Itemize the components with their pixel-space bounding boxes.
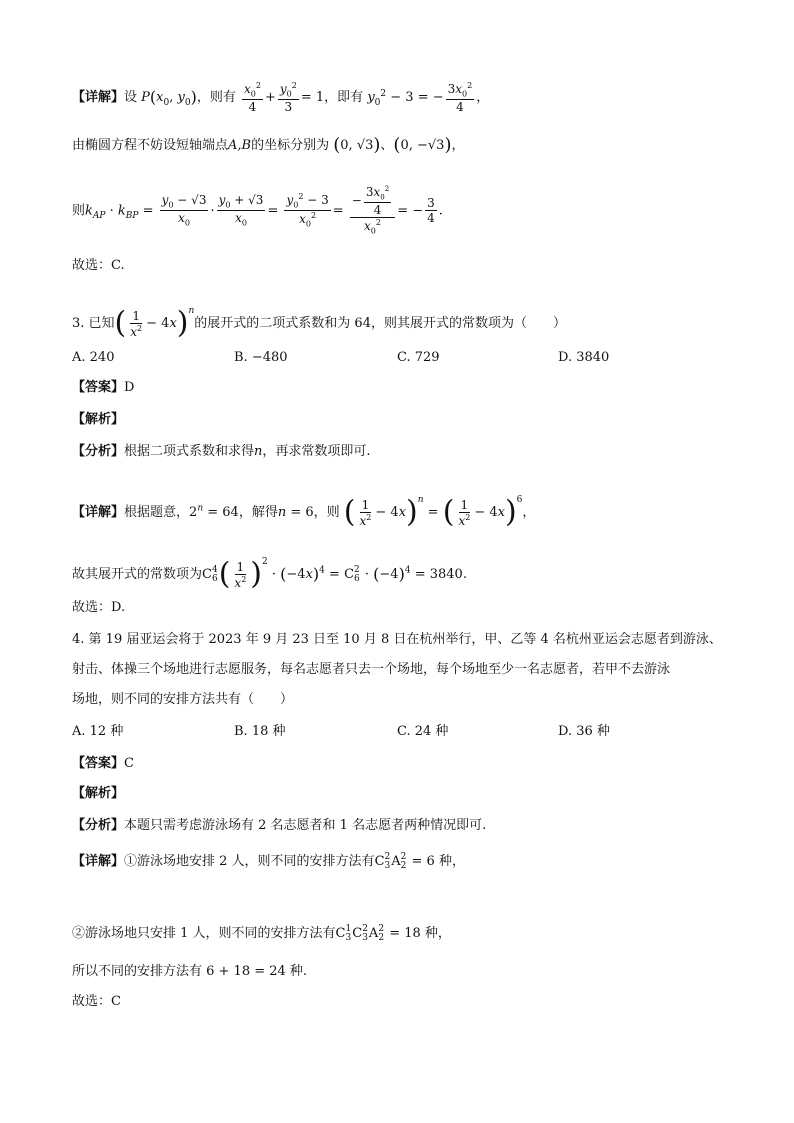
q3-option-b: B. −480 bbox=[234, 350, 288, 365]
q3-stem: 3. 已知( $\frac{1}{x^2}$ − 4x)$^n$的展开式的二项式系数和为 64，则其展开式的常数项为（ ） bbox=[72, 305, 566, 341]
q3-answer: 【答案】D bbox=[72, 380, 135, 395]
q2-detail-line-2: 由椭圆方程不妨设短轴端点A,B的坐标分别为 (0, √3)、(0, −√3)， bbox=[72, 134, 465, 156]
detail-tag: 【详解】 bbox=[72, 90, 125, 106]
q3-option-a: A. 240 bbox=[72, 350, 115, 365]
q3-constant-term: 故其展开式的常数项为C 4 6 ( $\frac{1}{x^2}$ )$^2 \cdot (-4x)^4 = C$ 2 6 · $(-4)^4 = 3840$. bbox=[72, 556, 467, 592]
rhs-frac: $\frac{3x_0^2}{4}$ bbox=[447, 81, 473, 115]
q4-option-d: D. 36 种 bbox=[558, 724, 610, 739]
q4-method: 【分析】本题只需考虑游泳场有 2 名志愿者和 1 名志愿者两种情况即可. bbox=[72, 818, 487, 833]
q4-choose: 故选：C bbox=[72, 994, 121, 1009]
q3-option-d: D. 3840 bbox=[558, 350, 610, 365]
q4-stem-line-1: 4. 第 19 届亚运会将于 2023 年 9 月 23 日至 10 月 8 日在杭州举行，甲、乙等 4 名杭州亚运会志愿者到游泳、 bbox=[72, 632, 722, 647]
q4-option-c: C. 24 种 bbox=[397, 724, 449, 739]
q4-answer: 【答案】C bbox=[72, 756, 134, 771]
q3-detail: 【详解】根据题意，$2^n = 64$，解得n = 6，则 ( $\frac{1}{x^2}$ − 4x)$^n$ = ( $\frac{1}{x^2}$ − 4x)$^6$， bbox=[72, 494, 536, 530]
q3-choose: 故选：D. bbox=[72, 600, 126, 615]
q2-slope-product: 则$k_{AP} \cdot k_{BP}$ = $\frac{y_0 - √3}{x_0}$ · $\frac{y_0 + √3}{x_0}$ = $\frac{y_0^2 - 3}{x_0^2}$ = − $\frac{3x_0^2}{4}$ $x_0^2$ = − $\frac{3}{4}$ . bbox=[72, 185, 443, 236]
ellipse-term-x: $\frac{x_0^2}{4}$ bbox=[244, 81, 261, 115]
q2-detail-line-1: 【详解】设 $P(x_0$, $y_0$)，则有 $\frac{x_0^2}{4}$ + $\frac{y_0^2}{3}$ = 1，即有 $y_0^2 - 3$ = − $\frac{3x_0^2}{4}$ ， bbox=[72, 81, 490, 115]
q4-stem-line-3: 场地，则不同的安排方法共有（ ） bbox=[72, 692, 294, 707]
point-p: P bbox=[141, 90, 150, 106]
ellipse-term-y: $\frac{y_0^2}{3}$ bbox=[279, 81, 297, 115]
q3-analysis-tag: 【解析】 bbox=[72, 412, 125, 427]
q4-stem-line-2: 射击、体操三个场地进行志愿服务，每名志愿者只去一个场地，每个场地至少一名志愿者，若甲不去游泳 bbox=[72, 662, 671, 677]
q4-option-a: A. 12 种 bbox=[72, 724, 124, 739]
q3-method: 【分析】根据二项式系数和求得n，再求常数项即可. bbox=[72, 444, 371, 459]
q3-option-c: C. 729 bbox=[397, 350, 440, 365]
q4-total: 所以不同的安排方法有 6 + 18 = 24 种. bbox=[72, 964, 308, 979]
q4-case-1: 【详解】①游泳场地安排 2 人，则不同的安排方法有C 2 3 A 2 2 = 6 种， bbox=[72, 852, 465, 871]
q4-option-b: B. 18 种 bbox=[234, 724, 286, 739]
q4-case-2: ②游泳场地只安排 1 人，则不同的安排方法有C 1 3 C 2 3 A 2 2 = 18 种， bbox=[72, 924, 451, 943]
q4-analysis-tag: 【解析】 bbox=[72, 786, 125, 801]
q2-choose: 故选：C. bbox=[72, 258, 125, 273]
